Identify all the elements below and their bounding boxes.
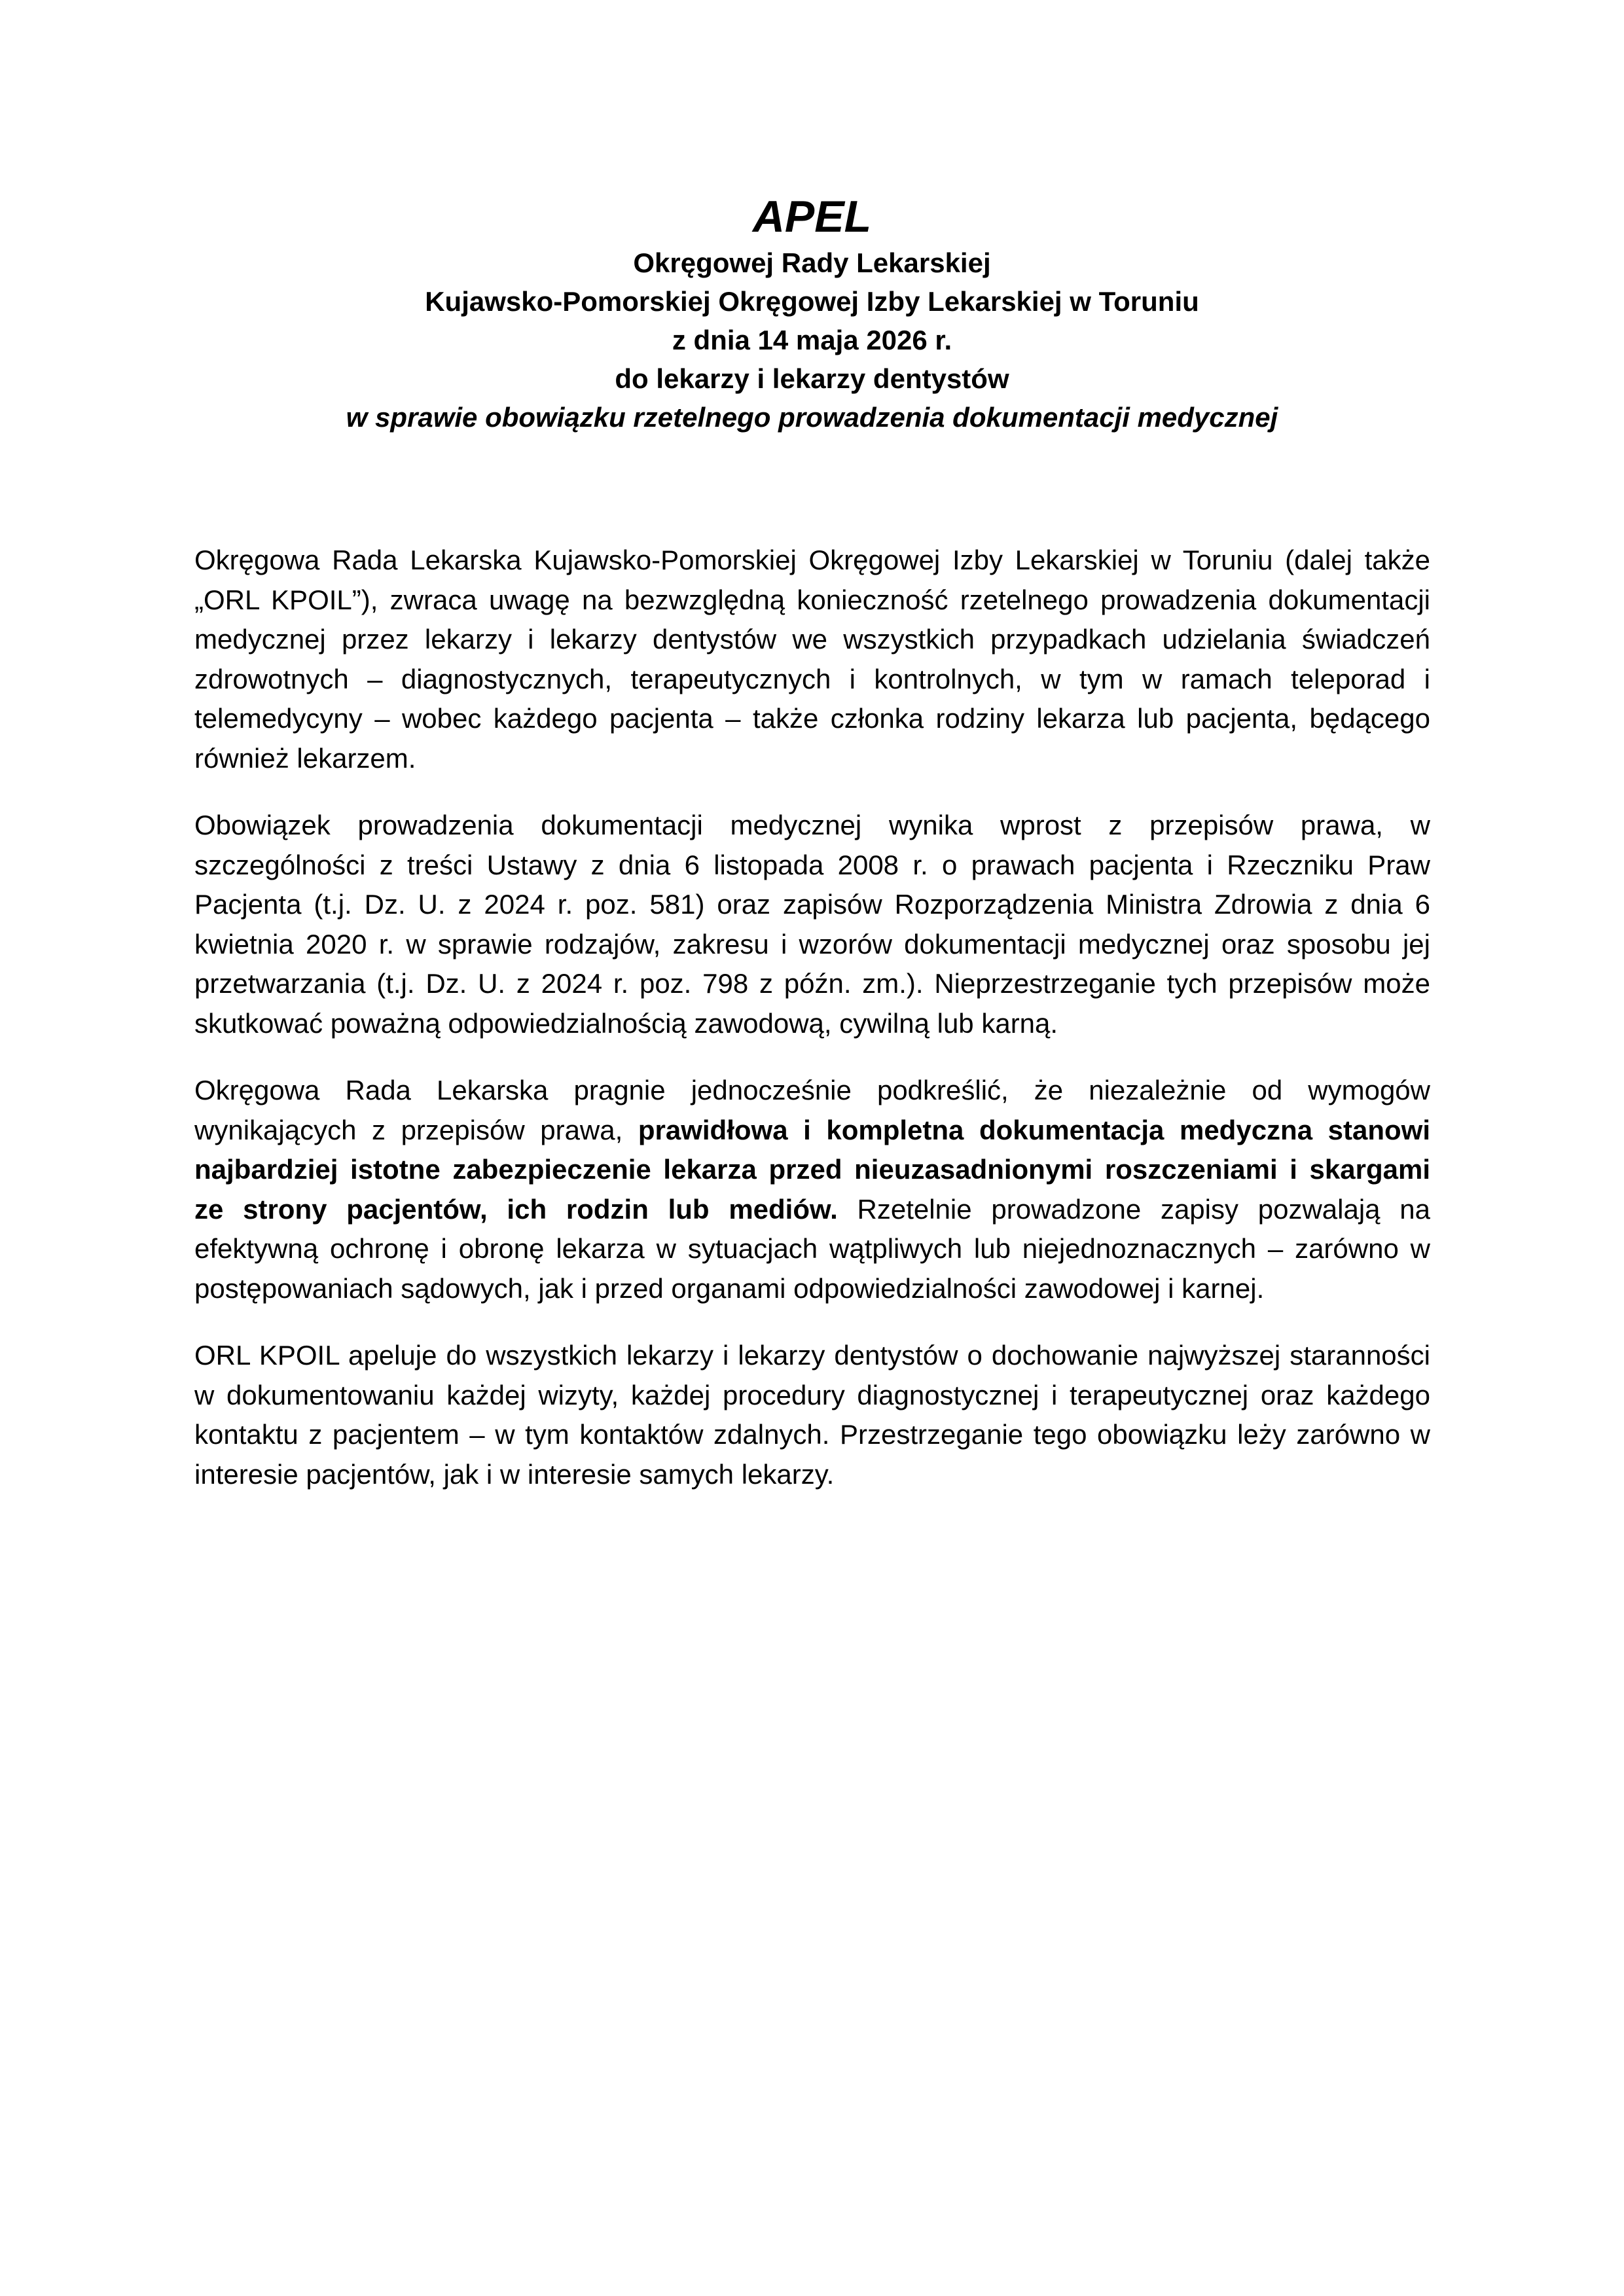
paragraph-3-intro: Okręgowa Rada Lekarska pragnie jednocześnie podkreślić, że niezależnie od wymogów wynikających z przepisów prawa, xyxy=(194,1075,1430,1145)
issuer-line: Okręgowej Rady Lekarskiej xyxy=(633,247,991,278)
paragraph-1: Okręgowa Rada Lekarska Kujawsko-Pomorskiej Okręgowej Izby Lekarskiej w Toruniu (dalej także „ORL KPOIL”), zwraca uwagę na bezwzględną konieczność rzetelnego prowadzenia dokumentacji medycznej przez lekarzy i lekarzy dentystów we wszystkich przypadkach udzielania świadczeń zdrowotnych – diagnostycznych, terapeutycznych i kontrolnych, w tym w ramach teleporad i telemedycyny – wobec każdego pacjenta – także członka rodziny lekarza lub pacjenta, będącego również lekarzem. xyxy=(194,545,1430,774)
subject-line: w sprawie obowiązku rzetelnego prowadzenia dokumentacji medycznej xyxy=(346,402,1278,433)
document-header xyxy=(0,190,1624,437)
document-title: APEL xyxy=(752,192,872,242)
paragraph-3-emphasis: prawidłowa i kompletna dokumentacja medyczna stanowi najbardziej istotne zabezpieczenie lekarza przed nieuzasadnionymi roszczeniami i skargami ze strony pacjentów, ich rodzin lub mediów. xyxy=(194,1114,1430,1225)
paragraph-3 xyxy=(194,1071,1430,1308)
chamber-line: Kujawsko-Pomorskiej Okręgowej Izby Lekarskiej w Toruniu xyxy=(425,286,1199,317)
paragraph-3-conclusion: Rzetelnie prowadzone zapisy pozwalają na efektywną ochronę i obronę lekarza w sytuacjach wątpliwych lub niejednoznacznych – zarówno w postępowaniach sądowych, jak i przed organami odpowiedzialności zawodowej i karnej. xyxy=(194,1193,1430,1304)
date-line: z dnia 14 maja 2026 r. xyxy=(672,325,952,355)
addressee-line: do lekarzy i lekarzy dentystów xyxy=(615,363,1009,394)
document-body xyxy=(194,541,1430,1522)
paragraph-4: ORL KPOIL apeluje do wszystkich lekarzy i lekarzy dentystów o dochowanie najwyższej staranności w dokumentowaniu każdej wizyty, każdej procedury diagnostycznej i terapeutycznej oraz każdego kontaktu z pacjentem – w tym kontaktów zdalnych. Przestrzeganie tego obowiązku leży zarówno w interesie pacjentów, jak i w interesie samych lekarzy. xyxy=(194,1340,1430,1490)
paragraph-2: Obowiązek prowadzenia dokumentacji medycznej wynika wprost z przepisów prawa, w szczególności z treści Ustawy z dnia 6 listopada 2008 r. o prawach pacjenta i Rzeczniku Praw Pacjenta (t.j. Dz. U. z 2024 r. poz. 581) oraz zapisów Rozporządzenia Ministra Zdrowia z dnia 6 kwietnia 2020 r. w sprawie rodzajów, zakresu i wzorów dokumentacji medycznej oraz sposobu jej przetwarzania (t.j. Dz. U. z 2024 r. poz. 798 z późn. zm.). Nieprzestrzeganie tych przepisów może skutkować poważną odpowiedzialnością zawodową, cywilną lub karną. xyxy=(194,810,1430,1039)
